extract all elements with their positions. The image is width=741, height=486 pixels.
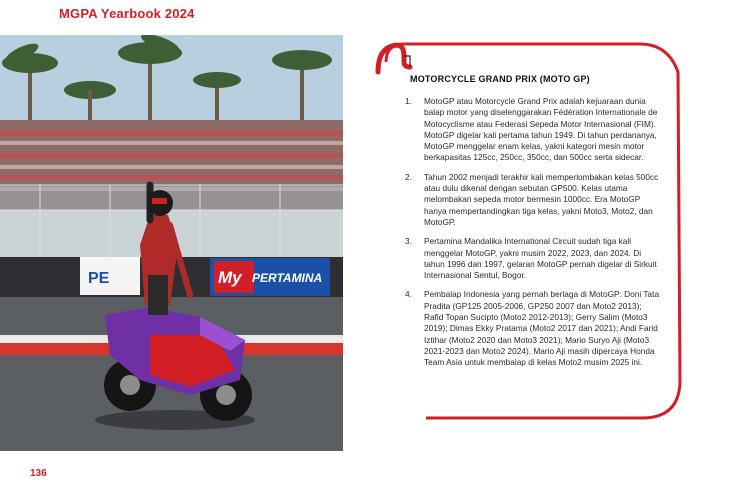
list-number: 2. xyxy=(405,171,412,182)
yearbook-title: MGPA Yearbook 2024 xyxy=(59,6,195,21)
banner-right-text: PERTAMINA xyxy=(252,271,323,285)
list-item xyxy=(405,236,663,281)
list-item-text: MotoGP atau Motorcycle Grand Prix adalah kejuaraan dunia balap motor yang diselenggarakan Fédération Internationale de Motocyclisme atau Federasi Sepeda Motor Internasional (FIM). MotoGP digelar kali pertama tahun 1949. Di tahun perdananya, MotoGP menggelar enam kelas, yakni kategori mesin motor berkapasitas 125cc, 250cc, 350cc, dan 500cc serta sidecar. xyxy=(424,96,658,163)
list-item xyxy=(405,172,663,228)
page-number: 136 xyxy=(30,468,47,479)
list-number: 3. xyxy=(405,236,412,247)
list-item xyxy=(405,289,663,368)
list-item-text: Pertamina Mandalika International Circuit sudah tiga kali menggelar MotoGP, yakni musim 2022, 2023, dan 2024. Di tahun 1996 dan 1997, gelaran MotoGP pernah digelar di Sirkuit Internasional Sentul, Bogor. xyxy=(424,236,657,281)
section-title: MOTORCYCLE GRAND PRIX (MOTO GP) xyxy=(410,74,590,84)
facts-list xyxy=(405,96,663,377)
list-item xyxy=(405,96,663,164)
list-item-text: Tahun 2002 menjadi terakhir kali memperlombakan kelas 500cc atau dulu dikenal dengan sebutan GP500. Kelas utama melombakan sepeda motor bermesin 1000cc. Era MotoGP hanya mempertandingkan tiga kelas, yakni Moto3, Moto2, dan MotoGP. xyxy=(424,171,659,227)
list-item-text: Pembalap Indonesia yang pernah berlaga di MotoGP: Doni Tata Pradita (GP125 2005-2006, GP250 2007 dan Moto2 2013); Rafid Topan Sucipto (Moto2 2012-2013); Gerry Salim (Moto3 2019); Dimas Ekky Pratama (Moto2 2017 dan 2021); Andi Farid Iztihar (Moto2 2020 dan Moto3 2021); Mario Suryo Aji (Moto3 2021-2023 dan Moto2 2024). Mario Aji masih dipercaya Honda Team Asia untuk membalap di kelas Moto2 musim 2025 ini. xyxy=(424,289,660,368)
banner-logo-letters: My xyxy=(218,268,242,287)
list-number: 1. xyxy=(405,96,412,106)
list-number: 4. xyxy=(405,289,412,300)
banner-left-text: PE xyxy=(88,270,110,287)
